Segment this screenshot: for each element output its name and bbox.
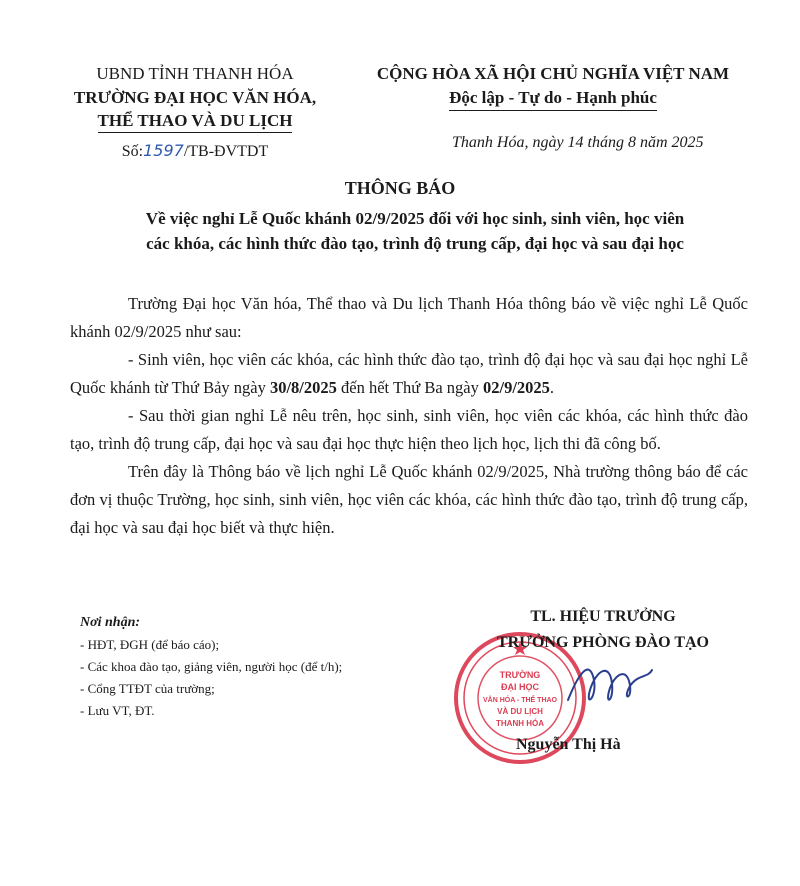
issuer-name-line2: THỂ THAO VÀ DU LỊCH (98, 110, 293, 133)
signature-block (448, 604, 758, 656)
national-header (358, 62, 748, 111)
national-motto: Độc lập - Tự do - Hạnh phúc (449, 86, 657, 111)
document-number-prefix: Số: (121, 143, 144, 160)
seal-text: VÀ DU LỊCH (497, 707, 543, 716)
document-subject (70, 206, 760, 256)
issuer-authority: UBND TỈNH THANH HÓA (96, 64, 294, 83)
document-number (60, 139, 330, 164)
holiday-text-a: - Sinh viên, học viên các khóa, các hình thức đào tạo, trình độ đại học và sau đại học nghỉ Lễ Quốc khánh từ Thứ Bảy ngày (70, 350, 748, 397)
document-title: THÔNG BÁO (344, 178, 456, 198)
seal-text: ĐẠI HỌC (501, 682, 539, 692)
recipient-item: - HĐT, ĐGH (để báo cáo); (80, 637, 220, 652)
document-date: Thanh Hóa, ngày 14 tháng 8 năm 2025 (452, 134, 704, 151)
handwritten-signature-icon (560, 650, 660, 720)
document-number-suffix: /TB-ĐVTDT (183, 143, 269, 160)
seal-text: THANH HÓA (496, 719, 544, 728)
signer-title: TRƯỞNG PHÒNG ĐÀO TẠO (496, 634, 709, 651)
holiday-text-e: . (549, 378, 555, 397)
body-paragraph-closing: Trên đây là Thông báo về lịch nghỉ Lễ Quốc khánh 02/9/2025, Nhà trường thông báo để các đơn vị thuộc Trường, học sinh, sinh viên, học viên các khóa, các hình thức đào tạo, trình độ trung cấp, đại học và sau đại học biết và thực hiện. (70, 462, 748, 537)
issuer-header (60, 62, 330, 164)
holiday-end-date: 02/9/2025 (483, 378, 550, 397)
holiday-text-c: đến hết Thứ Ba ngày (336, 378, 483, 397)
subject-line2: các khóa, các hình thức đào tạo, trình độ trung cấp, đại học và sau đại học (146, 234, 684, 253)
document-body (70, 290, 748, 542)
seal-text: VĂN HÓA - THỂ THAO (482, 697, 558, 704)
recipients-list (80, 612, 342, 722)
body-paragraph-resume: - Sau thời gian nghỉ Lễ nêu trên, học sinh, sinh viên, học viên các khóa, các hình thức đào tạo, trình độ trung cấp, đại học và sau đại học thực hiện theo lịch học, lịch thi đã công bố. (70, 406, 748, 453)
holiday-start-date: 30/8/2025 (269, 378, 337, 397)
seal-text: TRƯỜNG (499, 670, 541, 680)
recipient-item: - Các khoa đào tạo, giảng viên, người học (để t/h); (80, 659, 343, 674)
issuer-name-line1: TRƯỜNG ĐẠI HỌC VĂN HÓA, (73, 88, 317, 107)
recipients-heading: Nơi nhận: (80, 615, 141, 630)
recipient-item: - Lưu VT, ĐT. (80, 703, 155, 718)
signer-authority: TL. HIỆU TRƯỞNG (530, 608, 676, 625)
signer-name: Nguyễn Thị Hà (516, 736, 621, 753)
document-number-handwritten: 1597 (143, 141, 184, 160)
body-paragraph-holiday (70, 346, 748, 402)
national-title: CỘNG HÒA XÃ HỘI CHỦ NGHĨA VIỆT NAM (376, 64, 730, 83)
body-paragraph-intro: Trường Đại học Văn hóa, Thể thao và Du lịch Thanh Hóa thông báo về việc nghỉ Lễ Quốc khánh 02/9/2025 như sau: (70, 294, 748, 341)
subject-line1: Về việc nghỉ Lễ Quốc khánh 02/9/2025 đối với học sinh, sinh viên, học viên (145, 209, 685, 228)
recipient-item: - Cổng TTĐT của trường; (80, 681, 215, 696)
